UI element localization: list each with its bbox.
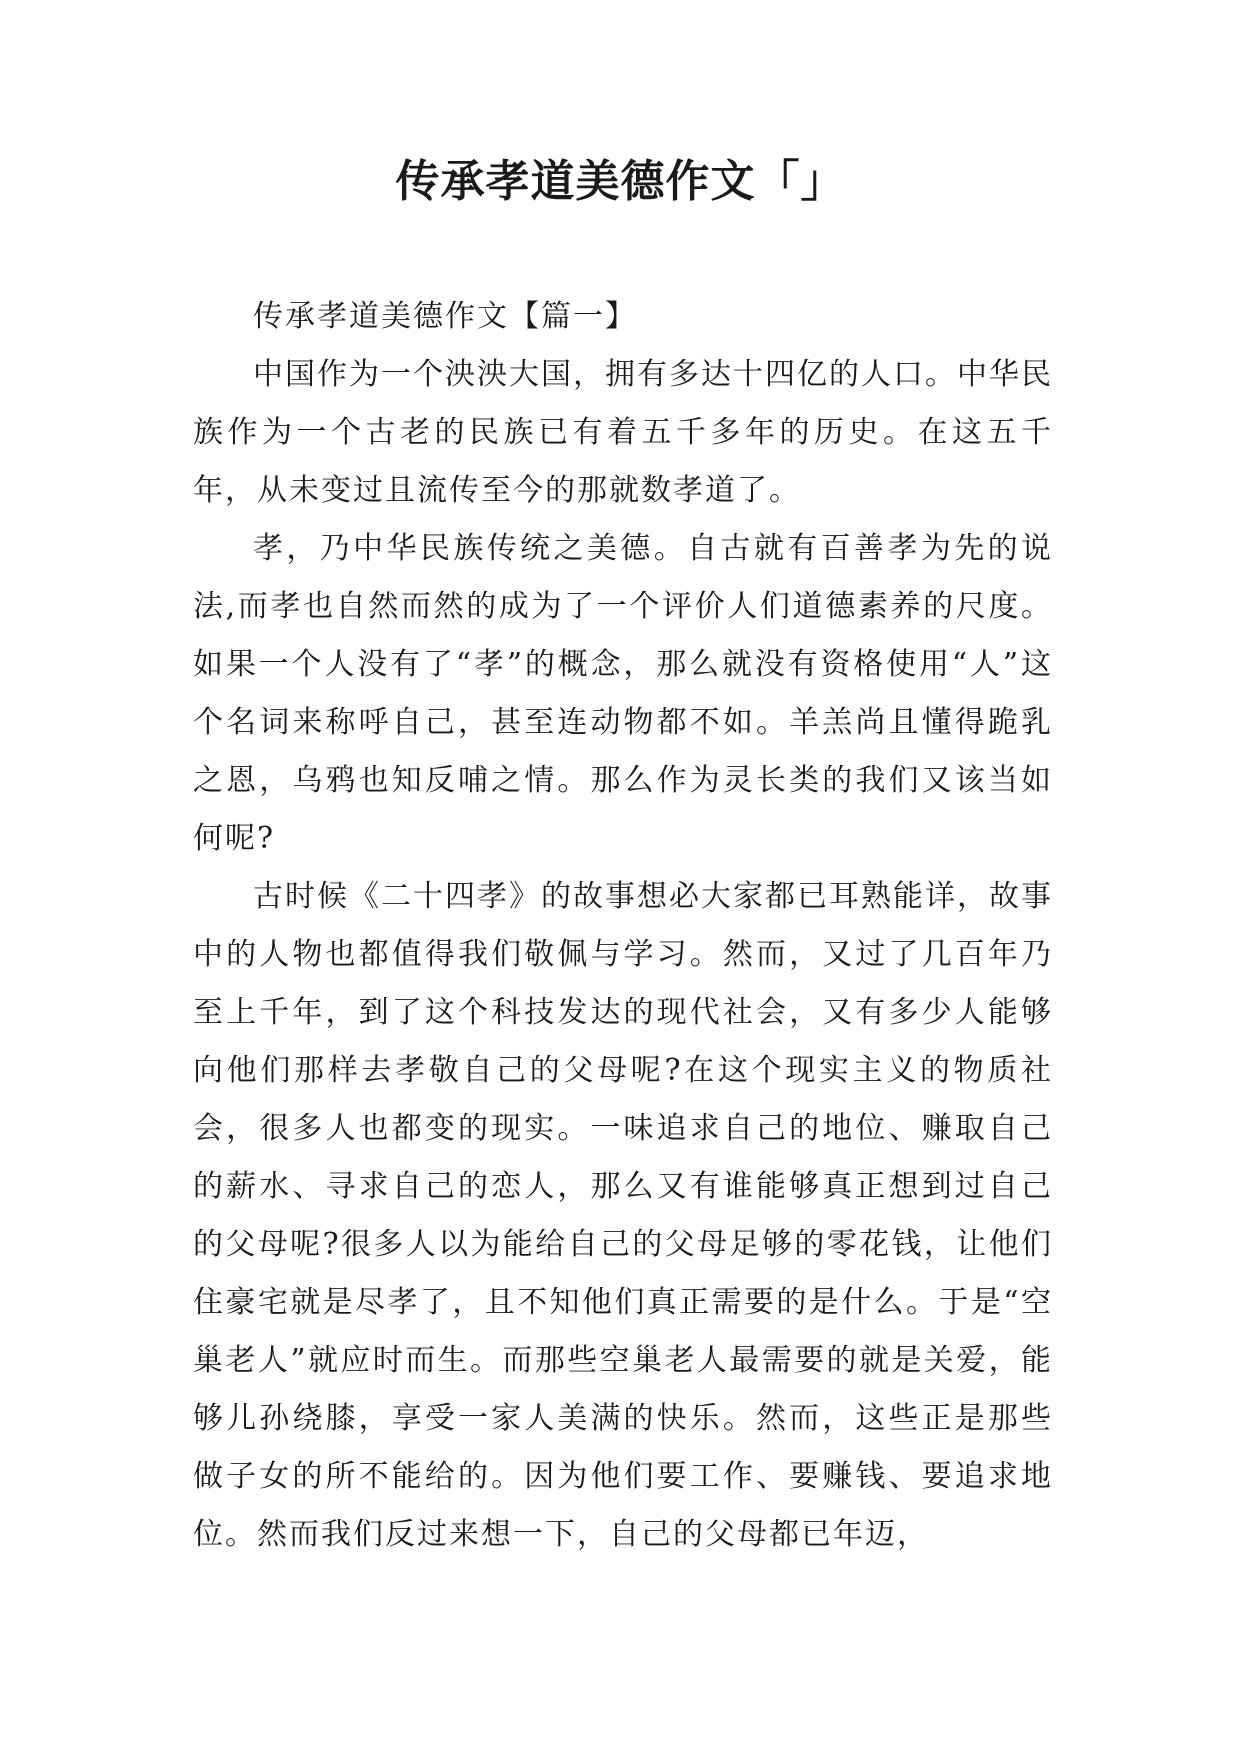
- section-heading: 传承孝道美德作文【篇一】: [253, 299, 637, 334]
- document-title: 传承孝道美德作文「」: [395, 156, 846, 207]
- paragraph-1: 中国作为一个泱泱大国，拥有多达十四亿的人口。中华民族作为一个古老的民族已有着五千多年的历史。在这五千年，从未变过且流传至今的那就数孝道了。: [193, 357, 1053, 508]
- paragraph-2: 孝，乃中华民族传统之美德。自古就有百善孝为先的说法,而孝也自然而然的成为了一个评价人们道德素养的尺度。如果一个人没有了“孝”的概念，那么就没有资格使用“人”这个名词来称呼自己，甚至连动物都不如。羊羔尚且懂得跪乳之恩，乌鸦也知反哺之情。那么作为灵长类的我们又该当如何呢?: [193, 531, 1053, 856]
- paragraph-3: 古时候《二十四孝》的故事想必大家都已耳熟能详，故事中的人物也都值得我们敬佩与学习。然而，又过了几百年乃至上千年，到了这个科技发达的现代社会，又有多少人能够向他们那样去孝敬自己的父母呢?在这个现实主义的物质社会，很多人也都变的现实。一味追求自己的地位、赚取自己的薪水、寻求自己的恋人，那么又有谁能够真正想到过自己的父母呢?很多人以为能给自己的父母足够的零花钱，让他们住豪宅就是尽孝了，且不知他们真正需要的是什么。于是“空巢老人”就应时而生。而那些空巢老人最需要的就是关爱，能够儿孙绕膝，享受一家人美满的快乐。然而，这些正是那些做子女的所不能给的。因为他们要工作、要赚钱、要追求地位。然而我们反过来想一下，自己的父母都已年迈，: [193, 879, 1053, 1552]
- document-body: [193, 288, 1053, 1564]
